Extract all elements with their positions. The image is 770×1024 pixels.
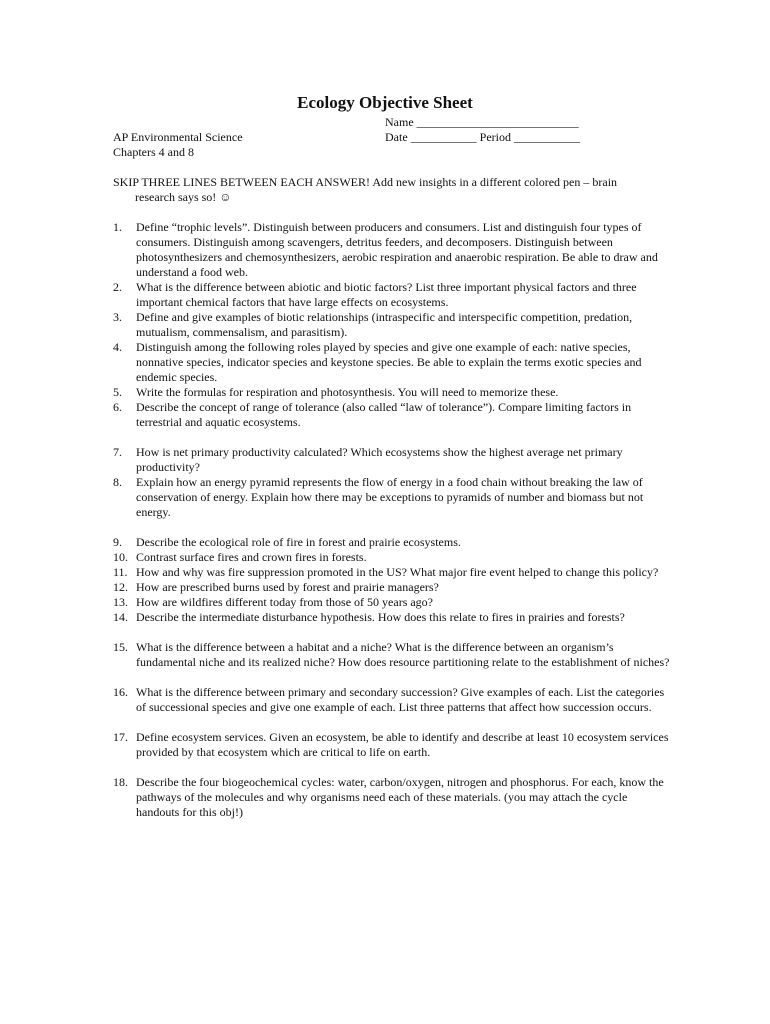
instructions-line-2: research says so! ☺ [135,190,232,204]
objective-number: 16. [113,685,128,699]
objective-text: Distinguish among the following roles played by species and give one example of each: native species, nonnative species, indicator species and keystone species. Be able to explain the terms exotic species and endemic species. [136,340,642,384]
objective-text: Describe the four biogeochemical cycles: water, carbon/oxygen, nitrogen and phosphorus. For each, know the pathways of the molecules and why organisms need each of these materials. (you may attach the cycle handouts for this obj!) [136,775,664,819]
objective-number: 4. [113,340,122,354]
objective-number: 9. [113,535,122,549]
objective-text: How are wildfires different today from those of 50 years ago? [136,595,434,609]
objective-item [113,310,673,340]
objective-item [113,610,673,625]
objective-text: How are prescribed burns used by forest and prairie managers? [136,580,439,594]
objective-text: What is the difference between primary and secondary succession? Give examples of each. List the categories of successional species and give one example of each. List three patterns that affect how succession occurs. [136,685,665,714]
objective-text: Define and give examples of biotic relationships (intraspecific and interspecific competition, predation, mutualism, commensalism, and parasitism). [136,310,633,339]
objective-text: Write the formulas for respiration and photosynthesis. You will need to memorize these. [136,385,559,399]
objective-text: What is the difference between a habitat and a niche? What is the difference between an organism’s fundamental niche and its realized niche? How does resource partitioning relate to the establishment of niches? [136,640,670,669]
objective-item [113,280,673,310]
objective-item [113,445,673,475]
objective-item [113,580,673,595]
objective-number: 10. [113,550,128,564]
objective-number: 12. [113,580,128,594]
objective-number: 8. [113,475,122,489]
objective-number: 13. [113,595,128,609]
objective-text: Contrast surface fires and crown fires in forests. [136,550,367,564]
objective-number: 5. [113,385,122,399]
objective-item [113,550,673,565]
objective-number: 2. [113,280,122,294]
objective-item [113,565,673,580]
objective-number: 18. [113,775,128,789]
objective-number: 7. [113,445,122,459]
objective-item [113,475,673,520]
objective-item [113,220,673,280]
objective-item [113,640,673,670]
course-name: AP Environmental Science [113,130,243,144]
date-period-line: Date ___________ Period ___________ [385,130,580,144]
objective-item [113,775,673,820]
objective-text: Define “trophic levels”. Distinguish between producers and consumers. List and distinguish four types of consumers. Distinguish among scavengers, detritus feeders, and decomposers. Distinguish between photosynthesizers and chemosynthesizers, aerobic respiration and anaerobic respiration. Be able to draw and understand a food web. [136,220,658,279]
objective-number: 6. [113,400,122,414]
objective-item [113,400,673,430]
objective-item [113,685,673,715]
objective-text: Explain how an energy pyramid represents the flow of energy in a food chain without breaking the law of conservation of energy. Explain how there may be exceptions to pyramids of number and biomass but not energy. [136,475,644,519]
objectives-list [113,220,673,820]
objective-item [113,730,673,760]
instructions [113,175,673,205]
objective-text: Describe the intermediate disturbance hypothesis. How does this relate to fires in prairies and forests? [136,610,625,624]
objective-item [113,385,673,400]
name-line: Name ___________________________ [385,115,579,129]
chapters-label: Chapters 4 and 8 [113,145,194,159]
objective-number: 3. [113,310,122,324]
objective-text: Describe the ecological role of fire in forest and prairie ecosystems. [136,535,461,549]
objective-text: Define ecosystem services. Given an ecosystem, be able to identify and describe at least 10 ecosystem services provided by that ecosystem which are critical to life on earth. [136,730,669,759]
instructions-line-1: SKIP THREE LINES BETWEEN EACH ANSWER! Add new insights in a different colored pen – brain [113,175,618,189]
objective-text: How and why was fire suppression promoted in the US? What major fire event helped to change this policy? [136,565,659,579]
objective-number: 14. [113,610,128,624]
objective-item [113,535,673,550]
objective-text: How is net primary productivity calculated? Which ecosystems show the highest average net primary productivity? [136,445,623,474]
objective-item [113,595,673,610]
objective-text: Describe the concept of range of tolerance (also called “law of tolerance”). Compare limiting factors in terrestrial and aquatic ecosystems. [136,400,632,429]
objective-number: 15. [113,640,128,654]
objective-text: What is the difference between abiotic and biotic factors? List three important physical factors and three important chemical factors that have large effects on ecosystems. [136,280,637,309]
objective-number: 11. [113,565,128,579]
page-title: Ecology Objective Sheet [297,93,473,112]
objective-number: 1. [113,220,122,234]
objective-item [113,340,673,385]
objective-number: 17. [113,730,128,744]
